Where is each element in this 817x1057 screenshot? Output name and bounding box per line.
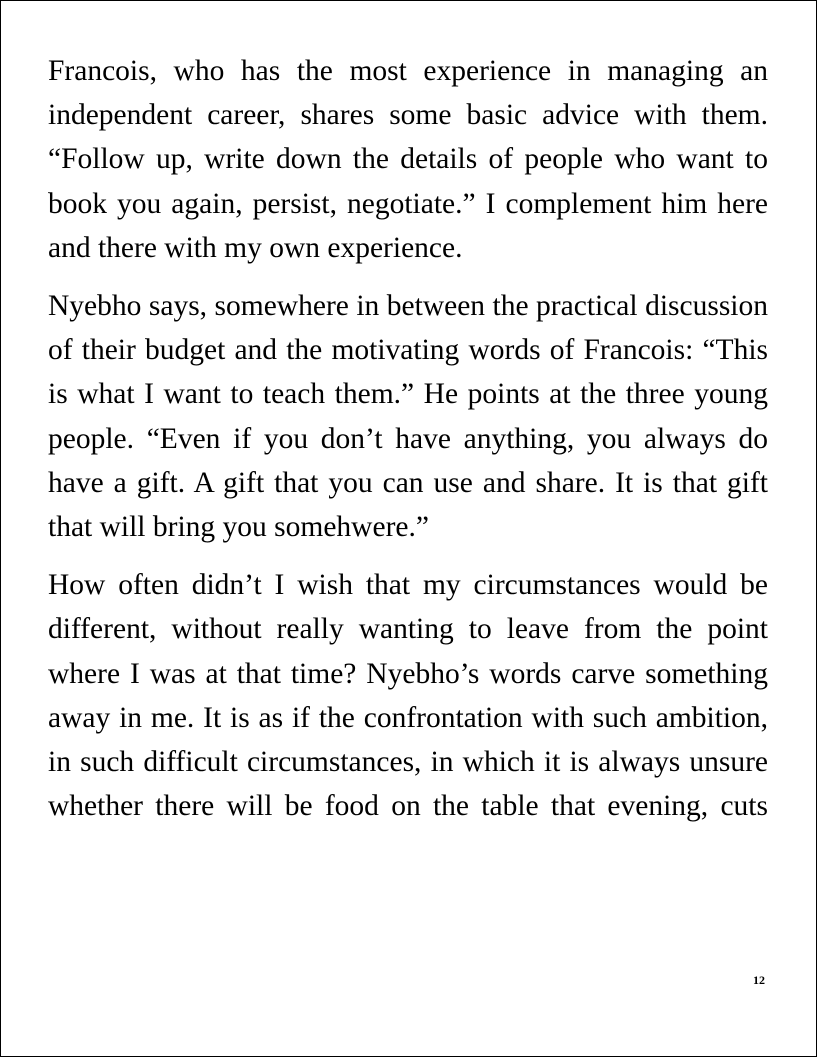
- paragraph-circumstances: How often didn’t I wish that my circumstances would be different, without really wanting to leave from the point where I was at that time? Nyebho’s words carve something away in me. It is as if the confrontation with such ambition, in such difficult circumstances, in which it is always unsure whether there will be food on the table that evening, cuts: [48, 569, 768, 823]
- paragraph-francois-advice: Francois, who has the most experience in managing an independent career, shares some basic advice with them. “Follow up, write down the details of people who want to book you again, persist, negotiate.” I complement him here and there with my own experience.: [48, 55, 768, 264]
- paragraph-nyebho-gift: Nyebho says, somewhere in between the practical discussion of their budget and the motivating words of Francois: “This is what I want to teach them.” He points at the three young people. “Even if you don’t have anything, you always do have a gift. A gift that you can use and share. It is that gift that will bring you somehwere.”: [48, 290, 768, 544]
- body-text: [48, 49, 768, 842]
- page-number: 12: [753, 973, 765, 987]
